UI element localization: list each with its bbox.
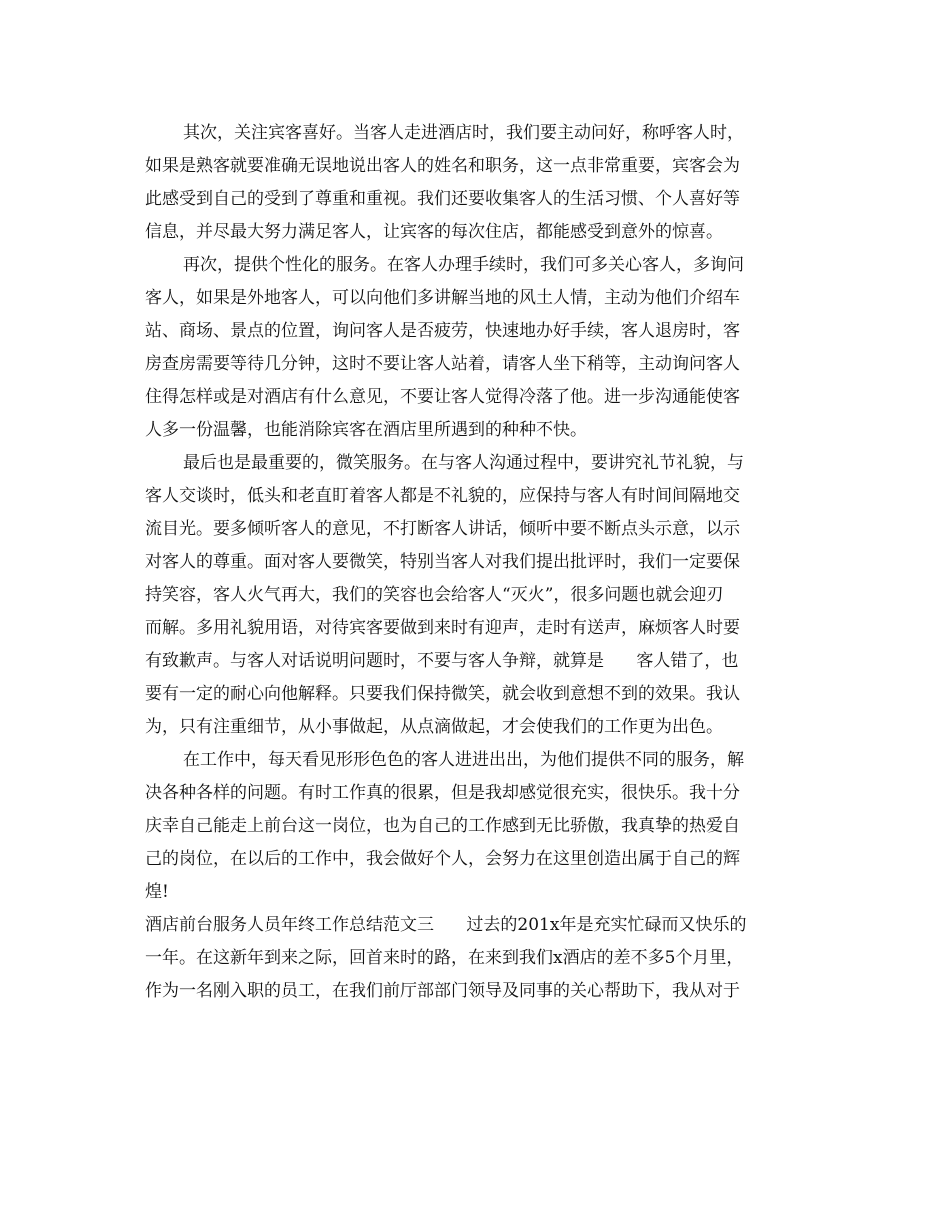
text-line: 流目光。要多倾听客人的意见，不打断客人讲话，倾听中要不断点头示意，以示 — [145, 519, 740, 539]
text-line: 要有一定的耐心向他解释。只要我们保持微笑，就会收到意想不到的效果。我认 — [145, 684, 740, 704]
text-line: 人多一份温馨，也能消除宾客在酒店里所遇到的种种不快。 — [145, 420, 587, 440]
text-line: 信息，并尽最大努力满足客人，让宾客的每次住店，都能感受到意外的惊喜。 — [145, 222, 723, 242]
text-line: 在工作中，每天看见形形色色的客人进进出出，为他们提供不同的服务，解 — [183, 750, 744, 770]
text-line: 其次，关注宾客喜好。当客人走进酒店时，我们要主动问好，称呼客人时， — [183, 123, 744, 143]
text-line: 己的岗位，在以后的工作中，我会做好个人，会努力在这里创造出属于自己的辉 — [145, 849, 740, 869]
text-line: 为，只有注重细节，从小事做起，从点滴做起，才会使我们的工作更为出色。 — [145, 717, 723, 737]
text-line: 作为一名刚入职的员工，在我们前厅部部门领导及同事的关心帮助下，我从对于 — [145, 981, 740, 1001]
text-line: 决各种各样的问题。有时工作真的很累，但是我却感觉很充实，很快乐。我十分 — [145, 783, 740, 803]
text-line: 站、商场、景点的位置，询问客人是否疲劳，快速地办好手续，客人退房时，客 — [145, 321, 740, 341]
text-line: 有致歉声。与客人对话说明问题时，不要与客人争辩，就算是 客人错了，也 — [145, 651, 739, 671]
text-line: 最后也是最重要的，微笑服务。在与客人沟通过程中，要讲究礼节礼貌，与 — [183, 453, 744, 473]
text-line: 煌! — [145, 882, 169, 902]
text-line: 再次，提供个性化的服务。在客人办理手续时，我们可多关心客人，多询问 — [183, 255, 744, 275]
text-line: 而解。多用礼貌用语，对待宾客要做到来时有迎声，走时有送声，麻烦客人时要 — [145, 618, 740, 638]
document-body — [145, 117, 805, 1008]
text-line: 酒店前台服务人员年终工作总结范文三 过去的201x年是充实忙碌而又快乐的 — [145, 915, 747, 935]
text-line: 客人，如果是外地客人，可以向他们多讲解当地的风土人情，主动为他们介绍车 — [145, 288, 740, 308]
text-line: 庆幸自己能走上前台这一岗位，也为自己的工作感到无比骄傲，我真挚的热爱自 — [145, 816, 740, 836]
text-line: 房查房需要等待几分钟，这时不要让客人站着，请客人坐下稍等，主动询问客人 — [145, 354, 740, 374]
text-line: 住得怎样或是对酒店有什么意见，不要让客人觉得冷落了他。进一步沟通能使客 — [145, 387, 740, 407]
text-line: 此感受到自己的受到了尊重和重视。我们还要收集客人的生活习惯、个人喜好等 — [145, 189, 740, 209]
text-line: 对客人的尊重。面对客人要微笑，特别当客人对我们提出批评时，我们一定要保 — [145, 552, 740, 572]
text-line: 一年。在这新年到来之际，回首来时的路，在来到我们x酒店的差不多5个月里， — [145, 948, 744, 968]
text-line: 持笑容，客人火气再大，我们的笑容也会给客人“灭火”，很多问题也就会迎刃 — [145, 585, 724, 605]
text-line: 如果是熟客就要准确无误地说出客人的姓名和职务，这一点非常重要，宾客会为 — [145, 156, 740, 176]
text-line: 客人交谈时，低头和老直盯着客人都是不礼貌的，应保持与客人有时间间隔地交 — [145, 486, 740, 506]
